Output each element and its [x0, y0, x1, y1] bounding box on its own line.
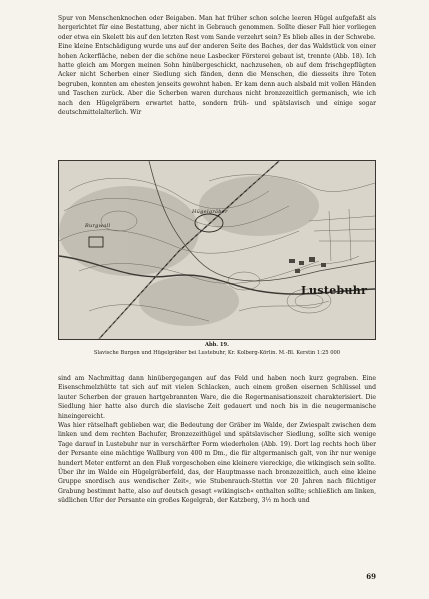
paragraph: Spur von Menschenknochen oder Beigaben. Man hat früher schon solche leeren Hügel aufgefaßt als hergerichtet für eine Bestattung, aber nicht in Gebrauch genommen. Sollte dieser Fall hier vorliegen oder etwa ein Skelett bis auf den letzten Rest vom Sande verzehrt sein? Es blieb alles in der Schwebe. [58, 15, 376, 41]
map-drawing [59, 161, 375, 339]
page-number: 69 [366, 572, 376, 581]
paragraph: sind am Nachmittag dann hinübergegangen auf das Feld und haben noch kurz gegraben. Eine Eisenschmelzhütte tat sich auf mit vielen Schlacken, auch einem großen eisernen Schlüssel und lauter Scherben der grauen hartgebrannten Ware, die die Regermanisationszeit charakterisiert. Die Siedlung hier hatte also durch die slavische Zeit gedauert und noch bis in die neugermanische hineingereicht. [58, 375, 376, 420]
body-text-bottom [58, 374, 376, 506]
figure-caption: Slavische Burgen und Hügelgräber bei Lustebuhr, Kr. Kolberg-Körlin. M.-Bl. Kerstin 1:25 000 [93, 350, 341, 356]
body-text-top [58, 14, 376, 117]
topographic-map [58, 160, 376, 340]
paragraph: Eine kleine Entschädigung wurde uns auf der anderen Seite des Baches, der das Waldstück von einer hohen Ackerfläche, neben der die schöne neue Lasbecker Försterei gebaut ist, trennte (Abb. 18). Ich hatte gleich am Morgen meinen Sohn hinübergeschickt, nachzusehen, ob auf dem frischgepflügten Acker nicht Scherben einer Siedlung sich fänden, denn die Menschen, die diesseits ihre Toten begruben, konnten am ehesten jenseits gewohnt haben. Er kam denn auch alsbald mit vollen Händen und Taschen zurück. Aber die Scherben waren durchaus nicht bronzezeitlich germanisch, wie ich nach den Hügelgräbern erwartet hatte, sondern früh- und spätslavisch und einige sogar deutschmittelalterlich. Wir [58, 43, 376, 117]
map-label-town: Lustebuhr [301, 284, 368, 297]
map-label-small: Hügelgräber [192, 209, 228, 215]
map-label-small: Burgwall [85, 223, 111, 229]
paragraph: Was hier rätselhaft geblieben war, die Bedeutung der Gräber im Walde, der Zwiespalt zwischen dem linken und dem rechten Bachufer, Bronzezeithügel und spätslavischer Siedlung, sollte sich wenige Tage darauf in Lustebuhr nur in verschärfter Form wiederholen (Abb. 19). Dort lag rechts hoch über der Persante eine mächtige Wallburg von 400 m Dm., die für altgermanisch galt, von ihr nur wenige hundert Meter entfernt an den Fluß vorgeschoben eine kleinere viereckige, die wikingisch sein sollte. Über ihr im Walde ein Hügelgräberfeld, das, der Hauptmasse nach bronzezeitlich, auch eine kleine Gruppe snordisch aus wendischer Zeit«, wie Stubenrauch-Stettin vor 20 Jahren nach flüchtiger Grabung bestimmt hatte, also auf deutsch gesagt »wikingisch« enthalten sollte; schließlich am linken, südlichen Ufer der Persante ein großes Kegelgrab, der Katzberg, 3½ m hoch und [58, 422, 376, 505]
figure-number: Abb. 19. [205, 342, 229, 348]
